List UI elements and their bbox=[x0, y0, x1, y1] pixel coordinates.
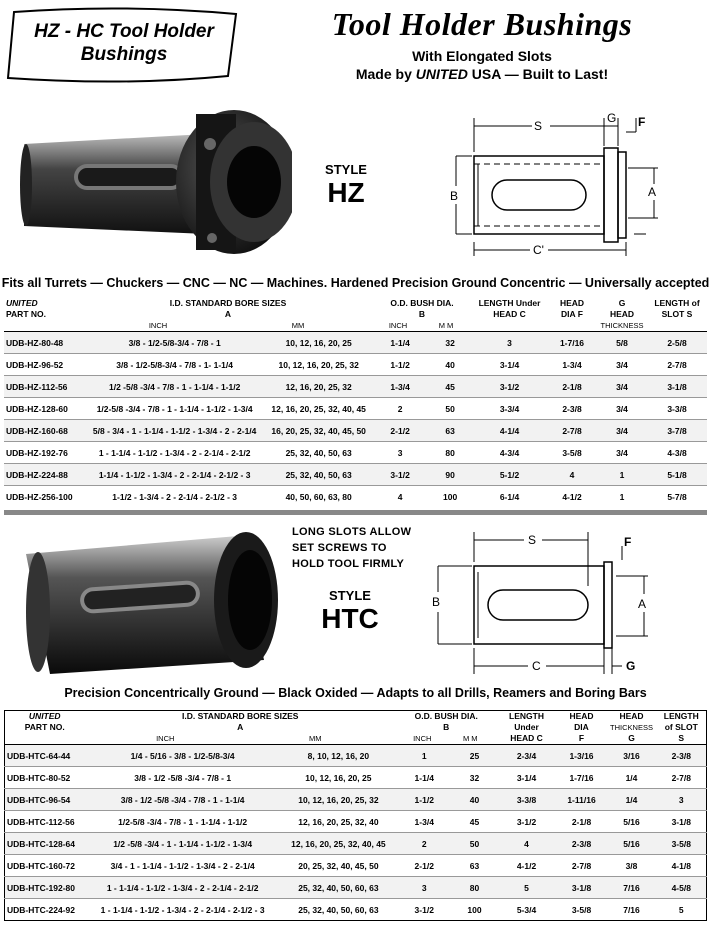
htc-cell-slot-s: 3 bbox=[657, 789, 707, 811]
htc-col-g bbox=[607, 711, 657, 745]
htc-table-header bbox=[5, 711, 707, 745]
hz-cell-part-no: UDB-HZ-192-76 bbox=[4, 442, 84, 464]
htc-col-part bbox=[5, 711, 85, 745]
table-row bbox=[5, 811, 707, 833]
hz-hdr-id2: A bbox=[224, 309, 232, 319]
htc-hdr-len3: HEAD C bbox=[510, 733, 543, 743]
hz-cell-head-dia: 4 bbox=[547, 464, 597, 486]
hz-cell-bore-mm: 10, 12, 16, 20, 25 bbox=[265, 332, 372, 354]
htc-cell-bore-mm: 20, 25, 32, 40, 45, 50 bbox=[281, 855, 396, 877]
htc-cell-bore-inch: 3/8 - 1/2 -5/8 -3/4 - 7/8 - 1 bbox=[85, 767, 281, 789]
htc-cell-od-mm: 40 bbox=[452, 789, 496, 811]
htc-dim-c: C bbox=[532, 659, 541, 673]
htc-note bbox=[292, 524, 411, 572]
table-row bbox=[4, 420, 707, 442]
htc-hdr-slot3: S bbox=[678, 733, 685, 743]
hz-caption: Fits all Turrets — Chuckers — CNC — NC — Machines. Hardened Precision Ground Concentric — Universally accepted bbox=[1, 276, 710, 290]
hz-cell-od-mm: 50 bbox=[428, 398, 472, 420]
htc-cell-head-dia: 1-11/16 bbox=[557, 789, 607, 811]
banner-text bbox=[6, 20, 242, 66]
htc-hdr-len1: LENGTH bbox=[509, 711, 544, 721]
hz-cell-bore-inch: 1 - 1-1/4 - 1-1/2 - 1-3/4 - 2 - 2-1/4 - 2-1/2 bbox=[84, 442, 265, 464]
hz-hdr-od-mm: M M bbox=[438, 321, 454, 330]
hz-hdr-slot1: LENGTH of bbox=[654, 298, 700, 308]
hz-cell-head-g: 3/4 bbox=[597, 398, 647, 420]
htc-cell-bore-inch: 1/2-5/8 -3/4 - 7/8 - 1 - 1-1/4 - 1-1/2 bbox=[85, 811, 281, 833]
htc-cell-part-no: UDB-HTC-64-44 bbox=[5, 745, 85, 767]
hz-dim-b: B bbox=[450, 189, 459, 203]
htc-hdr-len2: Under bbox=[514, 722, 539, 732]
hz-cell-od-inch: 1-1/2 bbox=[372, 354, 428, 376]
htc-cell-bore-inch: 3/8 - 1/2 -5/8 -3/4 - 7/8 - 1 - 1-1/4 bbox=[85, 789, 281, 811]
hz-cell-head-dia: 2-7/8 bbox=[547, 420, 597, 442]
hz-cell-bore-mm: 25, 32, 40, 50, 63 bbox=[265, 442, 372, 464]
hz-hdr-len1: LENGTH Under bbox=[478, 298, 541, 308]
hz-cell-head-dia: 2-3/8 bbox=[547, 398, 597, 420]
section-divider bbox=[4, 510, 707, 515]
hz-cell-slot-s: 3-7/8 bbox=[647, 420, 707, 442]
htc-cell-slot-s: 4-5/8 bbox=[657, 877, 707, 899]
htc-bushing-photo bbox=[20, 520, 280, 680]
hz-dim-c: C' bbox=[533, 243, 544, 257]
htc-hdr-slot1: LENGTH bbox=[663, 711, 699, 721]
hz-cell-od-mm: 100 bbox=[428, 486, 472, 508]
hz-cell-od-inch: 1-1/4 bbox=[372, 332, 428, 354]
hz-hdr-head2: DIA F bbox=[561, 309, 583, 319]
table-row bbox=[4, 354, 707, 376]
hz-hdr-mm: MM bbox=[291, 321, 305, 330]
htc-note-line-3: HOLD TOOL FIRMLY bbox=[292, 558, 405, 570]
hz-cell-od-inch: 2-1/2 bbox=[372, 420, 428, 442]
htc-dim-f: F bbox=[624, 535, 632, 549]
hz-cell-od-mm: 32 bbox=[428, 332, 472, 354]
hz-cell-head-g: 3/4 bbox=[597, 354, 647, 376]
hz-cell-length-c: 4-1/4 bbox=[472, 420, 547, 442]
hz-dim-a: A bbox=[648, 185, 657, 199]
htc-cell-slot-s: 5 bbox=[657, 899, 707, 921]
hz-hdr-od-inch: INCH bbox=[388, 321, 408, 330]
htc-cell-bore-mm: 10, 12, 16, 20, 25 bbox=[281, 767, 396, 789]
htc-dim-a: A bbox=[638, 597, 647, 611]
htc-cell-head-dia: 2-1/8 bbox=[557, 811, 607, 833]
htc-cell-od-mm: 45 bbox=[452, 811, 496, 833]
hz-cell-length-c: 3-1/4 bbox=[472, 354, 547, 376]
hz-cell-bore-inch: 1-1/4 - 1-1/2 - 1-3/4 - 2 - 2-1/4 - 2-1/2 - 3 bbox=[84, 464, 265, 486]
htc-style-name: HTC bbox=[321, 603, 379, 634]
htc-cell-head-dia: 3-1/8 bbox=[557, 877, 607, 899]
hz-hdr-inch: INCH bbox=[148, 321, 168, 330]
table-row bbox=[5, 767, 707, 789]
hz-cell-od-mm: 45 bbox=[428, 376, 472, 398]
htc-cell-head-dia: 1-7/16 bbox=[557, 767, 607, 789]
hz-hdr-head1: HEAD bbox=[559, 298, 585, 308]
hz-cell-head-dia: 1-7/16 bbox=[547, 332, 597, 354]
htc-cell-part-no: UDB-HTC-112-56 bbox=[5, 811, 85, 833]
htc-cell-od-inch: 2-1/2 bbox=[396, 855, 453, 877]
htc-cell-slot-s: 2-7/8 bbox=[657, 767, 707, 789]
htc-cell-part-no: UDB-HTC-96-54 bbox=[5, 789, 85, 811]
hz-cell-od-inch: 4 bbox=[372, 486, 428, 508]
hz-cell-head-g: 3/4 bbox=[597, 376, 647, 398]
hz-cell-slot-s: 5-1/8 bbox=[647, 464, 707, 486]
hz-cell-bore-mm: 10, 12, 16, 20, 25, 32 bbox=[265, 354, 372, 376]
htc-hdr-od2: B bbox=[443, 722, 450, 732]
table-row bbox=[4, 332, 707, 354]
htc-cell-bore-mm: 10, 12, 16, 20, 25, 32 bbox=[281, 789, 396, 811]
htc-cell-bore-inch: 1/4 - 5/16 - 3/8 - 1/2-5/8-3/4 bbox=[85, 745, 281, 767]
htc-cell-head-g: 1/4 bbox=[607, 789, 657, 811]
hz-cell-head-g: 3/4 bbox=[597, 442, 647, 464]
tagline-brand: UNITED bbox=[415, 66, 468, 82]
htc-hdr-mm: MM bbox=[308, 734, 322, 743]
htc-cell-head-dia: 2-3/8 bbox=[557, 833, 607, 855]
hz-cell-part-no: UDB-HZ-256-100 bbox=[4, 486, 84, 508]
hz-bushing-photo bbox=[16, 108, 292, 258]
htc-hdr-head1: HEAD bbox=[569, 711, 594, 721]
htc-cell-bore-mm: 25, 32, 40, 50, 60, 63 bbox=[281, 877, 396, 899]
hz-cell-slot-s: 2-7/8 bbox=[647, 354, 707, 376]
htc-hdr-part2: PART NO. bbox=[24, 722, 65, 732]
htc-caption: Precision Concentrically Ground — Black Oxided — Adapts to all Drills, Reamers and Boring Bars bbox=[64, 686, 647, 700]
table-row bbox=[4, 376, 707, 398]
page-subtitle: With Elongated Slots bbox=[412, 48, 552, 64]
htc-cell-od-mm: 100 bbox=[452, 899, 496, 921]
hz-cell-od-mm: 63 bbox=[428, 420, 472, 442]
htc-cell-length-c: 3-1/2 bbox=[497, 811, 557, 833]
hz-cell-length-c: 4-3/4 bbox=[472, 442, 547, 464]
hz-cell-part-no: UDB-HZ-96-52 bbox=[4, 354, 84, 376]
htc-cell-slot-s: 2-3/8 bbox=[657, 745, 707, 767]
hz-cell-slot-s: 4-3/8 bbox=[647, 442, 707, 464]
hz-cell-bore-mm: 40, 50, 60, 63, 80 bbox=[265, 486, 372, 508]
htc-cell-od-inch: 1-3/4 bbox=[396, 811, 453, 833]
banner-line-1: HZ - HC Tool Holder bbox=[34, 21, 214, 42]
tagline-post: USA — Built to Last! bbox=[467, 66, 609, 82]
htc-cell-od-inch: 3-1/2 bbox=[396, 899, 453, 921]
htc-dim-s: S bbox=[528, 533, 537, 547]
hz-hdr-od2: B bbox=[418, 309, 426, 319]
htc-cell-part-no: UDB-HTC-128-64 bbox=[5, 833, 85, 855]
htc-cell-bore-inch: 1/2 -5/8 -3/4 - 1 - 1-1/4 - 1-1/2 - 1-3/4 bbox=[85, 833, 281, 855]
hz-col-length bbox=[472, 298, 547, 332]
hz-cell-head-g: 3/4 bbox=[597, 420, 647, 442]
hz-cell-part-no: UDB-HZ-160-68 bbox=[4, 420, 84, 442]
hz-cell-head-dia: 2-1/8 bbox=[547, 376, 597, 398]
hz-cell-part-no: UDB-HZ-224-88 bbox=[4, 464, 84, 486]
htc-cell-head-dia: 3-5/8 bbox=[557, 899, 607, 921]
htc-cell-bore-inch: 1 - 1-1/4 - 1-1/2 - 1-3/4 - 2 - 2-1/4 - 2-1/2 - 3 bbox=[85, 899, 281, 921]
hz-cell-bore-inch: 1/2-5/8 -3/4 - 7/8 - 1 - 1-1/4 - 1-1/2 - 1-3/4 bbox=[84, 398, 265, 420]
hz-cell-od-mm: 90 bbox=[428, 464, 472, 486]
hz-cell-slot-s: 3-1/8 bbox=[647, 376, 707, 398]
hz-col-head bbox=[547, 298, 597, 332]
hz-cell-bore-inch: 1/2 -5/8 -3/4 - 7/8 - 1 - 1-1/4 - 1-1/2 bbox=[84, 376, 265, 398]
hz-dim-s: S bbox=[534, 119, 543, 133]
htc-cell-bore-mm: 25, 32, 40, 50, 60, 63 bbox=[281, 899, 396, 921]
hz-cell-head-dia: 1-3/4 bbox=[547, 354, 597, 376]
htc-cell-length-c: 3-1/4 bbox=[497, 767, 557, 789]
hz-hdr-g3: THICKNESS bbox=[600, 321, 644, 330]
table-row bbox=[5, 877, 707, 899]
htc-cell-head-g: 7/16 bbox=[607, 899, 657, 921]
htc-cell-length-c: 5 bbox=[497, 877, 557, 899]
hz-cell-bore-mm: 12, 16, 20, 25, 32 bbox=[265, 376, 372, 398]
htc-cell-head-g: 5/16 bbox=[607, 833, 657, 855]
htc-hdr-slot2: of SLOT bbox=[664, 722, 698, 732]
hz-cell-head-g: 5/8 bbox=[597, 332, 647, 354]
banner bbox=[6, 6, 242, 84]
hz-cell-od-mm: 80 bbox=[428, 442, 472, 464]
htc-dim-b: B bbox=[432, 595, 441, 609]
hz-col-g bbox=[597, 298, 647, 332]
htc-hdr-od-mm: M M bbox=[462, 734, 478, 743]
htc-col-head bbox=[557, 711, 607, 745]
hz-style-name: HZ bbox=[327, 177, 365, 208]
hz-hdr-part1: UNITED bbox=[6, 298, 38, 308]
hz-cell-head-dia: 4-1/2 bbox=[547, 486, 597, 508]
hz-dimension-diagram bbox=[436, 108, 676, 258]
hz-dim-f: F bbox=[638, 115, 646, 129]
htc-cell-od-mm: 25 bbox=[452, 745, 496, 767]
hz-cell-head-g: 1 bbox=[597, 464, 647, 486]
hz-hdr-part2: PART NO. bbox=[6, 309, 46, 319]
htc-note-line-2: SET SCREWS TO bbox=[292, 542, 387, 554]
hz-hdr-od1: O.D. BUSH DIA. bbox=[390, 298, 454, 308]
htc-cell-part-no: UDB-HTC-160-72 bbox=[5, 855, 85, 877]
hz-style-label bbox=[316, 162, 376, 209]
htc-cell-od-inch: 1-1/2 bbox=[396, 789, 453, 811]
htc-cell-slot-s: 4-1/8 bbox=[657, 855, 707, 877]
hz-cell-od-inch: 3-1/2 bbox=[372, 464, 428, 486]
htc-cell-part-no: UDB-HTC-80-52 bbox=[5, 767, 85, 789]
htc-dimension-diagram bbox=[422, 528, 678, 678]
hz-cell-length-c: 3-3/4 bbox=[472, 398, 547, 420]
hz-cell-bore-mm: 16, 20, 25, 32, 40, 45, 50 bbox=[265, 420, 372, 442]
hz-cell-part-no: UDB-HZ-80-48 bbox=[4, 332, 84, 354]
hz-hdr-slot2: SLOT S bbox=[661, 309, 693, 319]
hz-cell-od-inch: 2 bbox=[372, 398, 428, 420]
hz-col-od bbox=[372, 298, 472, 332]
hz-cell-head-dia: 3-5/8 bbox=[547, 442, 597, 464]
htc-hdr-g2: THICKNESS bbox=[610, 723, 653, 732]
htc-cell-length-c: 3-3/8 bbox=[497, 789, 557, 811]
hz-cell-slot-s: 5-7/8 bbox=[647, 486, 707, 508]
htc-cell-head-dia: 1-3/16 bbox=[557, 745, 607, 767]
htc-cell-part-no: UDB-HTC-224-92 bbox=[5, 899, 85, 921]
hz-cell-bore-inch: 1-1/2 - 1-3/4 - 2 - 2-1/4 - 2-1/2 - 3 bbox=[84, 486, 265, 508]
htc-hdr-id2: A bbox=[237, 722, 244, 732]
hz-cell-length-c: 3 bbox=[472, 332, 547, 354]
hz-cell-od-mm: 40 bbox=[428, 354, 472, 376]
htc-spec-table bbox=[4, 710, 707, 921]
htc-cell-head-g: 5/16 bbox=[607, 811, 657, 833]
htc-note-line-1: LONG SLOTS ALLOW bbox=[292, 526, 412, 538]
htc-cell-length-c: 2-3/4 bbox=[497, 745, 557, 767]
hz-hdr-g2: HEAD bbox=[609, 309, 635, 319]
hz-table-header bbox=[4, 298, 707, 332]
hz-cell-part-no: UDB-HZ-128-60 bbox=[4, 398, 84, 420]
table-row bbox=[5, 855, 707, 877]
htc-cell-bore-inch: 1 - 1-1/4 - 1-1/2 - 1-3/4 - 2 - 2-1/4 - 2-1/2 bbox=[85, 877, 281, 899]
hz-hdr-g1: G bbox=[618, 298, 626, 308]
table-row bbox=[5, 789, 707, 811]
htc-hdr-inch: INCH bbox=[156, 734, 175, 743]
htc-cell-length-c: 4-1/2 bbox=[497, 855, 557, 877]
tagline-pre: Made by bbox=[355, 66, 416, 82]
htc-hdr-id1: I.D. STANDARD BORE SIZES bbox=[181, 711, 299, 721]
htc-dim-g: G bbox=[626, 659, 636, 673]
htc-col-slot bbox=[657, 711, 707, 745]
hz-cell-od-inch: 1-3/4 bbox=[372, 376, 428, 398]
htc-style-label bbox=[314, 588, 386, 635]
banner-line-2: Bushings bbox=[80, 44, 168, 65]
htc-cell-od-mm: 63 bbox=[452, 855, 496, 877]
hz-cell-bore-inch: 3/8 - 1/2-5/8-3/4 - 7/8 - 1- 1-1/4 bbox=[84, 354, 265, 376]
htc-cell-head-g: 3/8 bbox=[607, 855, 657, 877]
htc-col-length bbox=[497, 711, 557, 745]
hz-hdr-len2: HEAD C bbox=[493, 309, 526, 319]
hz-cell-head-g: 1 bbox=[597, 486, 647, 508]
hz-style-word: STYLE bbox=[325, 162, 367, 177]
htc-cell-slot-s: 3-5/8 bbox=[657, 833, 707, 855]
htc-style-word: STYLE bbox=[329, 588, 371, 603]
hz-spec-table bbox=[4, 298, 707, 508]
htc-cell-head-g: 1/4 bbox=[607, 767, 657, 789]
hz-cell-bore-inch: 5/8 - 3/4 - 1 - 1-1/4 - 1-1/2 - 1-3/4 - 2 - 2-1/4 bbox=[84, 420, 265, 442]
table-row bbox=[4, 398, 707, 420]
hz-cell-length-c: 6-1/4 bbox=[472, 486, 547, 508]
hz-cell-bore-mm: 12, 16, 20, 25, 32, 40, 45 bbox=[265, 398, 372, 420]
htc-cell-bore-mm: 12, 16, 20, 25, 32, 40 bbox=[281, 811, 396, 833]
tagline bbox=[258, 66, 706, 82]
table-row bbox=[4, 442, 707, 464]
htc-cell-head-g: 3/16 bbox=[607, 745, 657, 767]
table-row bbox=[5, 833, 707, 855]
hz-dim-g: G bbox=[607, 111, 617, 125]
table-row bbox=[4, 464, 707, 486]
hz-cell-bore-mm: 25, 32, 40, 50, 63 bbox=[265, 464, 372, 486]
htc-cell-length-c: 5-3/4 bbox=[497, 899, 557, 921]
htc-hdr-od1: O.D. BUSH DIA. bbox=[414, 711, 478, 721]
hz-col-id bbox=[84, 298, 372, 332]
hz-cell-slot-s: 3-3/8 bbox=[647, 398, 707, 420]
hz-cell-length-c: 3-1/2 bbox=[472, 376, 547, 398]
htc-cell-od-mm: 80 bbox=[452, 877, 496, 899]
htc-cell-slot-s: 3-1/8 bbox=[657, 811, 707, 833]
hz-cell-od-inch: 3 bbox=[372, 442, 428, 464]
page-title: Tool Holder Bushings bbox=[331, 6, 633, 42]
hz-cell-length-c: 5-1/2 bbox=[472, 464, 547, 486]
htc-cell-bore-mm: 12, 16, 20, 25, 32, 40, 45 bbox=[281, 833, 396, 855]
table-row bbox=[4, 486, 707, 508]
htc-cell-head-g: 7/16 bbox=[607, 877, 657, 899]
htc-cell-head-dia: 2-7/8 bbox=[557, 855, 607, 877]
htc-cell-od-inch: 1 bbox=[396, 745, 453, 767]
hz-cell-part-no: UDB-HZ-112-56 bbox=[4, 376, 84, 398]
hz-hdr-id1: I.D. STANDARD BORE SIZES bbox=[169, 298, 287, 308]
htc-cell-length-c: 4 bbox=[497, 833, 557, 855]
htc-hdr-head2: DIA bbox=[574, 722, 589, 732]
htc-hdr-part1: UNITED bbox=[28, 711, 61, 721]
htc-cell-part-no: UDB-HTC-192-80 bbox=[5, 877, 85, 899]
hz-cell-bore-inch: 3/8 - 1/2-5/8-3/4 - 7/8 - 1 bbox=[84, 332, 265, 354]
hz-col-part bbox=[4, 298, 84, 332]
hz-col-slot bbox=[647, 298, 707, 332]
htc-hdr-head3: F bbox=[578, 733, 585, 743]
htc-cell-bore-inch: 3/4 - 1 - 1-1/4 - 1-1/2 - 1-3/4 - 2 - 2-1/4 bbox=[85, 855, 281, 877]
table-row bbox=[5, 745, 707, 767]
htc-cell-od-inch: 3 bbox=[396, 877, 453, 899]
table-row bbox=[5, 899, 707, 921]
hz-cell-slot-s: 2-5/8 bbox=[647, 332, 707, 354]
htc-col-od bbox=[396, 711, 497, 745]
htc-cell-bore-mm: 8, 10, 12, 16, 20 bbox=[281, 745, 396, 767]
htc-cell-od-inch: 2 bbox=[396, 833, 453, 855]
htc-cell-od-mm: 50 bbox=[452, 833, 496, 855]
htc-hdr-g3: G bbox=[628, 733, 635, 743]
htc-hdr-g1: HEAD bbox=[619, 711, 644, 721]
htc-col-id bbox=[85, 711, 396, 745]
htc-cell-od-inch: 1-1/4 bbox=[396, 767, 453, 789]
htc-hdr-od-inch: INCH bbox=[413, 734, 432, 743]
htc-cell-od-mm: 32 bbox=[452, 767, 496, 789]
